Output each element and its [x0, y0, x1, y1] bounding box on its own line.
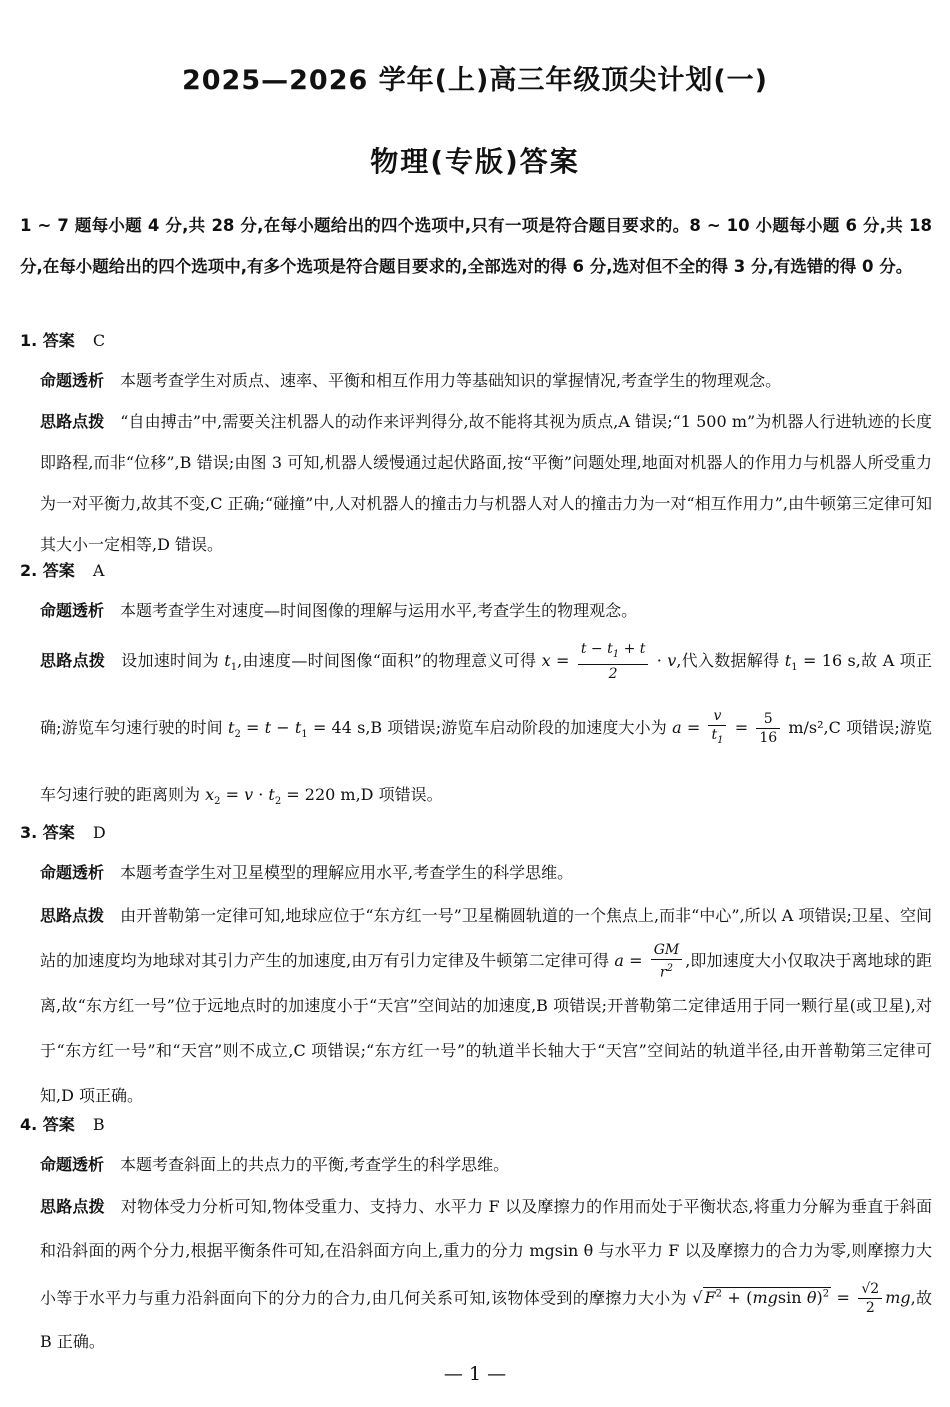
formula-fraction: $\frac{t - t_1 + t}{2}$	[578, 640, 649, 683]
hint: 思路点拨 “自由搏击”中,需要关注机器人的动作来评判得分,故不能将其视为质点,A 错误;“1 500 m”为机器人行进轨迹的长度即路程,而非“位移”,B 错误;由图 3 可知,机器人缓慢通过起伏路面,按“平衡”问题处理,地面对机器人的作用力与机器人所受重力为一对平衡力,故其不变,C 正确;“碰撞”中,人对机器人的撞击力与机器人对人的撞击力为一对“相互作用力”,由牛顿第三定律可知其大小一定相等,D 错误。	[40, 412, 932, 554]
answer-line: 1. 答案 C	[20, 331, 106, 350]
page-number: — 1 —	[443, 1363, 507, 1385]
hint: 思路点拨 设加速时间为 $t_1$,由速度—时间图像“面积”的物理意义可得 x = $\frac{t - t_1 + t}{2}$ · v,代入数据解得 $t_1 = 16$ s,故 A 项正确;游览车匀速行驶的时间 $t_2 = t - t_1 = 44$ s,B 项错误;游览车启动阶段的加速度大小为 a = $\frac{v}{t_1}$ = $\frac{5}{16}$ m/s²,C 项错误;游览车匀速行驶的距离则为 $x_2 = v \cdot t_2 = 220$ m,D 项错误。	[40, 641, 933, 808]
formula-fraction: $\frac{GM}{r^2}$	[651, 941, 683, 982]
hint: 思路点拨 对物体受力分析可知,物体受重力、支持力、水平力 F 以及摩擦力的作用而处于平衡状态,将重力分解为垂直于斜面和沿斜面的两个分力,根据平衡条件可知,在沿斜面方向上,重力的分力 mgsin θ 与水平力 F 以及摩擦力的合力为零,则摩擦力大小等于水平力与重力沿斜面向下的分力的合力,由几何关系可知,该物体受到的摩擦力大小为 √ $F^2 + (mgsin$ θ)$^2$ = $\frac{√2}{2}$ mg,故 B 正确。	[40, 1197, 933, 1352]
answer-value: C	[92, 331, 106, 350]
formula-fraction: $\frac{√2}{2}$	[858, 1280, 882, 1317]
question-1	[20, 322, 932, 565]
sqrt-formula: √ $F^2 + (mgsin$ θ)$^2$ = $\frac{√2}{2}$ mg	[692, 1281, 911, 1317]
hint: 思路点拨 由开普勒第一定律可知,地球应位于“东方红一号”卫星椭圆轨道的一个焦点上,而非“中心”,所以 A 项错误;卫星、空间站的加速度均为地球对其引力产生的加速度,由万有引力定律及牛顿第二定律可得 a = $\frac{GM}{r^2}$ ,即加速度大小仅取决于离地球的距离,故“东方红一号”位于远地点时的加速度小于“天宫”空间站的加速度,B 项错误;开普勒第二定律适用于同一颗行星(或卫星),对于“东方红一号”和“天宫”则不成立,C 项错误;“东方红一号”的轨道半长轴大于“天宫”空间站的轨道半径,由开普勒第三定律可知,D 项正确。	[40, 906, 932, 1105]
answer-line: 3. 答案 D	[20, 823, 106, 842]
analysis: 命题透析 本题考查学生对卫星模型的理解应用水平,考查学生的科学思维。	[40, 863, 574, 882]
analysis: 命题透析 本题考查学生对质点、速率、平衡和相互作用力等基础知识的掌握情况,考查学生的物理观念。	[40, 371, 782, 390]
question-4	[20, 1106, 932, 1364]
answer-subtitle: 物理(专版)答案	[370, 145, 580, 178]
answer-line: 2. 答案 A	[20, 561, 105, 580]
formula-fraction: $\frac{v}{t_1}$	[708, 707, 726, 750]
answer-line: 4. 答案 B	[20, 1115, 105, 1134]
analysis: 命题透析 本题考查斜面上的共点力的平衡,考查学生的科学思维。	[40, 1155, 510, 1174]
formula-fraction: $\frac{5}{16}$	[756, 710, 780, 747]
exam-title: 2025—2026 学年(上)高三年级顶尖计划(一)	[181, 65, 769, 96]
question-2	[20, 552, 932, 833]
scoring-instructions: 1 ~ 7 题每小题 4 分,共 28 分,在每小题给出的四个选项中,只有一项是符合题目要求的。8 ~ 10 小题每小题 6 分,共 18 分,在每小题给出的四个选项中,有多个选项是符合题目要求的,全部选对的得 6 分,选对但不全的得 3 分,有选错的得 0 分。	[20, 216, 932, 276]
question-3	[20, 814, 932, 1118]
answer-value: A	[92, 561, 105, 580]
answer-value: D	[92, 823, 106, 842]
analysis: 命题透析 本题考查学生对速度—时间图像的理解与运用水平,考查学生的物理观念。	[40, 601, 638, 620]
answer-value: B	[92, 1115, 105, 1134]
